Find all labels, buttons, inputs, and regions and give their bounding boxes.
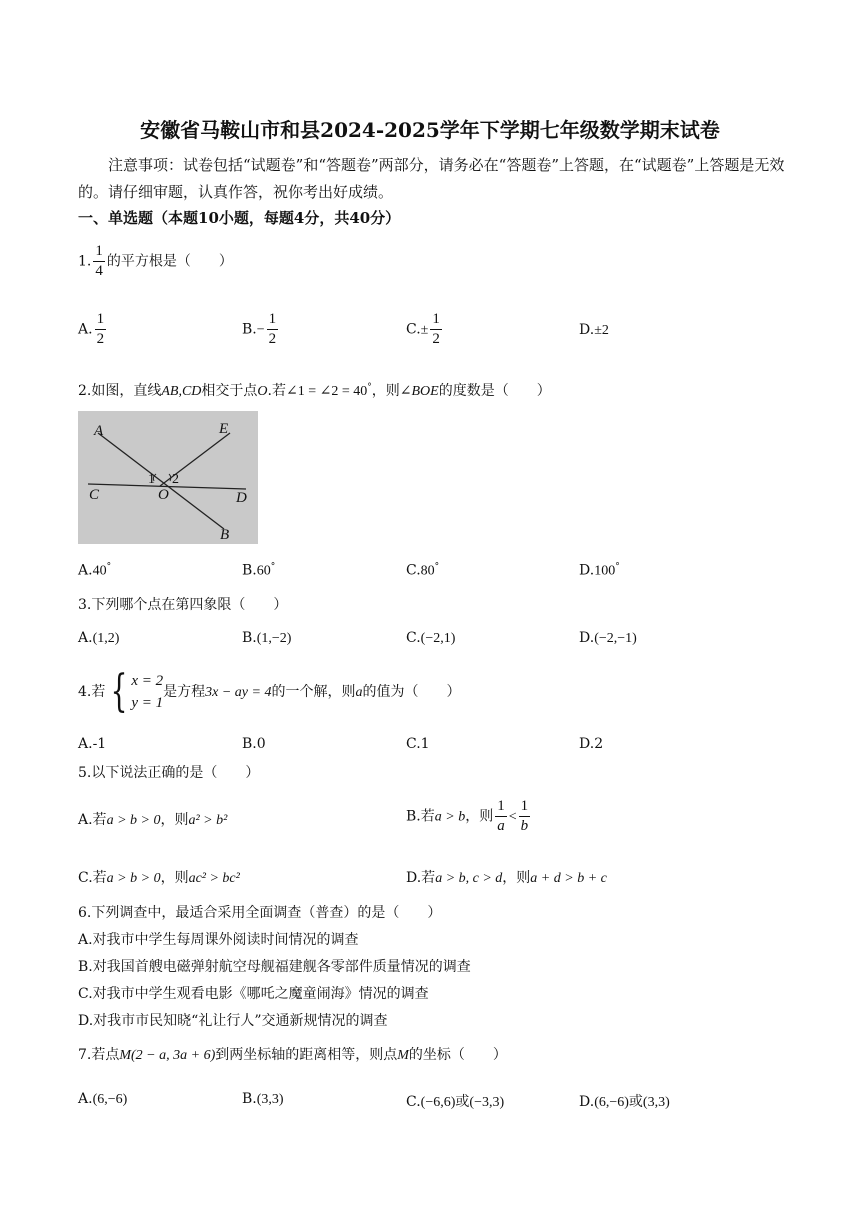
q6-option-b[interactable]: B.对我国首艘电磁弹射航空母舰福建舰各零部件质量情况的调查: [78, 959, 471, 975]
q5-option-c[interactable]: C.若a > b > 0，则ac² > bc²: [78, 870, 240, 886]
q5-option-d[interactable]: D.若a > b, c > d，则a + d > b + c: [406, 870, 607, 886]
label-a: A: [94, 423, 104, 439]
q3-option-d[interactable]: D.(−2,−1): [579, 630, 637, 646]
question-7: 7.若点M(2 − a, 3a + 6)到两坐标轴的距离相等，则点M的坐标（ ）: [78, 1047, 507, 1063]
q7-option-c[interactable]: C.(−6,6)或(−3,3): [406, 1094, 505, 1110]
q2-option-d[interactable]: D.100°: [579, 562, 620, 579]
q2-option-b[interactable]: B.60°: [242, 562, 276, 579]
q1-option-a[interactable]: A. $\frac{1}{2}$: [78, 311, 105, 347]
q4-option-d[interactable]: D.2: [579, 736, 604, 752]
q3-option-a[interactable]: A.(1,2): [78, 630, 120, 646]
question-3: 3.下列哪个点在第四象限（ ）: [78, 597, 288, 613]
q4-option-a[interactable]: A.-1: [78, 736, 107, 752]
q6-option-d[interactable]: D.对我市市民知晓“礼让行人”交通新规情况的调查: [78, 1013, 388, 1029]
question-2: 2.如图，直线AB,CD相交于点O.若∠1 = ∠2 = 40°，则∠BOE的度数是（ ）: [78, 382, 551, 399]
q4-option-b[interactable]: B.0: [242, 736, 266, 752]
q1-option-c[interactable]: C.± $\frac{1}{2}$: [406, 311, 440, 347]
q5-option-a[interactable]: A.若a > b > 0，则a² > b²: [78, 812, 228, 828]
notice-text: 注意事项：试卷包括“试题卷”和“答题卷”两部分，请务必在“答题卷”上答题，在“试题卷”上答题是无效的。请仔细审题，认真作答，祝你考出好成绩。: [78, 156, 785, 201]
page-title: 安徽省马鞍山市和县2024-2025学年下学期七年级数学期末试卷: [140, 118, 720, 142]
q2-option-a[interactable]: A.40°: [78, 562, 112, 579]
question-4: 4.若 { x = 2 y = 1 是方程3x − ay = 4的一个解，则a的值为（ ）: [78, 666, 461, 717]
question-1: 1. $\frac{1}{4}$ 的平方根是（ ）: [78, 243, 233, 279]
question-5: 5.以下说法正确的是（ ）: [78, 765, 260, 781]
label-c: C: [89, 487, 100, 503]
q7-option-d[interactable]: D.(6,−6)或(3,3): [579, 1094, 670, 1110]
figure-svg: [78, 411, 258, 544]
intersecting-lines-figure: [78, 411, 258, 544]
q4-equation-system: { x = 2 y = 1: [110, 666, 164, 717]
q1-fraction: $\frac{1}{4}$: [95, 243, 103, 279]
q7-option-b[interactable]: B.(3,3): [242, 1091, 284, 1107]
q1-option-b[interactable]: B.− $\frac{1}{2}$: [242, 311, 277, 347]
label-angle-1: 1: [148, 472, 155, 487]
q2-option-c[interactable]: C.80°: [406, 562, 440, 579]
label-b: B: [220, 527, 230, 543]
q4-option-c[interactable]: C.1: [406, 736, 430, 752]
question-6: 6.下列调查中，最适合采用全面调查（普查）的是（ ）: [78, 905, 442, 921]
label-e: E: [219, 421, 229, 437]
label-o: O: [158, 487, 169, 503]
q1-option-d[interactable]: D.±2: [579, 322, 609, 338]
q7-option-a[interactable]: A.(6,−6): [78, 1091, 128, 1107]
q6-option-c[interactable]: C.对我市中学生观看电影《哪吒之魔童闹海》情况的调查: [78, 986, 429, 1002]
label-angle-2: 2: [172, 472, 179, 487]
q5-option-b[interactable]: B.若a > b，则 $\frac{1}{a}$ < $\frac{1}{b}$: [406, 798, 529, 834]
q6-option-a[interactable]: A.对我市中学生每周课外阅读时间情况的调查: [78, 932, 359, 948]
q3-option-b[interactable]: B.(1,−2): [242, 630, 292, 646]
section-heading-single-choice: 一、单选题（本题10小题，每题4分，共40分）: [78, 209, 401, 227]
q3-option-c[interactable]: C.(−2,1): [406, 630, 456, 646]
label-d: D: [236, 490, 247, 506]
